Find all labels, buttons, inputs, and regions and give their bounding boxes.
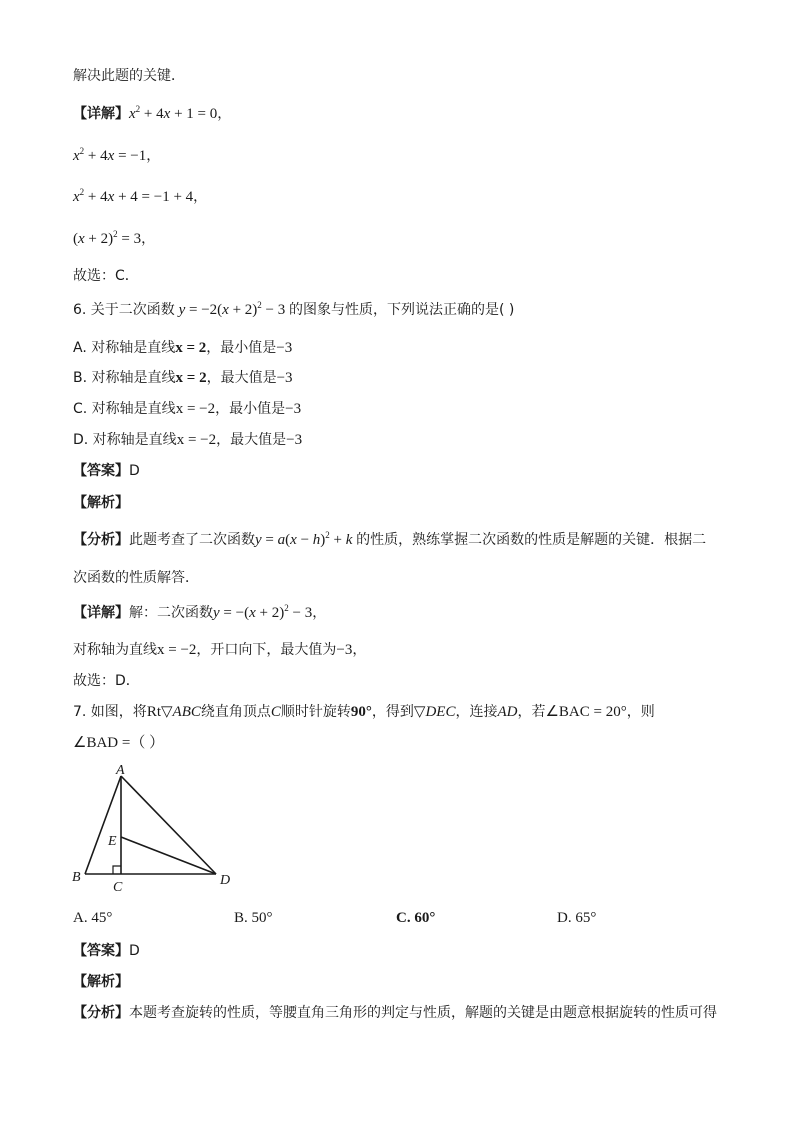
geometry-figure [70, 760, 240, 895]
value: −3 [285, 401, 302, 417]
analysis-line [73, 493, 129, 513]
equation: $y = -2(x + 2)^2 - 3$ [178, 300, 290, 318]
equation: $(x + 2)^2 = 3$ [73, 229, 142, 247]
option-text: D. 65° [557, 910, 597, 926]
answer-value: D [129, 943, 140, 959]
math-text: ∠BAD =（ ） [73, 735, 165, 751]
text: 解：二次函数 [129, 605, 213, 621]
equation: x = 2 [175, 340, 207, 356]
question-text: 的图象与性质，下列说法正确的是( ) [289, 302, 515, 318]
question-text: ，得到 [371, 704, 414, 720]
option-c [73, 399, 301, 419]
option-text: D. 对称轴是直线 [73, 432, 177, 448]
punct: ， [141, 231, 156, 247]
label-c: C [113, 880, 123, 895]
math-text: 90° [350, 704, 372, 720]
label-a: A [116, 763, 125, 778]
answer-tag: 【答案】 [73, 943, 129, 959]
segment-ed [121, 837, 216, 874]
text: 的性质，熟练掌握二次函数的性质是解题的关键．根据二 [356, 532, 707, 548]
value: −3 [336, 642, 353, 658]
segment-ad [121, 776, 216, 874]
triangle-symbol: ▽ [161, 704, 173, 720]
option-text: ，最小值是 [206, 340, 277, 356]
detail-tag: 【详解】 [73, 605, 129, 621]
text: 本题考查旋转的性质，等腰直角三角形的判定与性质，解题的关键是由题意根据旋转的性质可得 [129, 1005, 717, 1021]
equation: $x^2 + 4x = -1$ [73, 146, 147, 164]
analysis-tag: 【解析】 [73, 974, 129, 990]
answer-line [73, 461, 140, 481]
question-text: 6. 关于二次函数 [73, 302, 175, 318]
option-d [73, 430, 302, 450]
answer-value: D [129, 463, 140, 479]
text: 次函数的性质解答． [73, 570, 199, 586]
answer-line [73, 941, 140, 961]
right-angle-mark [113, 866, 121, 874]
equation: x = −2 [175, 401, 216, 417]
question-text: ，连接 [455, 704, 498, 720]
option-text: ，最大值是 [216, 432, 287, 448]
math-text: ABC [172, 704, 201, 720]
option-text: A. 45° [73, 910, 113, 926]
equation-line [73, 104, 231, 124]
equation-line [73, 146, 160, 166]
analysis-line [73, 972, 129, 992]
equation: x = −2 [157, 642, 197, 658]
text-line [73, 66, 185, 86]
analysis-tag: 【解析】 [73, 495, 129, 511]
question-text: 绕直角顶点 [200, 704, 271, 720]
math-text: C [270, 704, 281, 720]
math-text: ∠BAC = 20° [545, 704, 627, 720]
question-text: ，则 [626, 704, 655, 720]
detail-tag: 【详解】 [73, 106, 129, 122]
option-text: B. 对称轴是直线 [73, 370, 176, 386]
text: 对称轴为直线 [73, 642, 157, 658]
text: ，开口向下，最大值为 [196, 642, 337, 658]
option-text: C. 60° [396, 910, 436, 926]
question-text: 顺时针旋转 [280, 704, 351, 720]
option-a [73, 338, 292, 358]
question-text: 7. 如图，将 [73, 704, 147, 720]
option-text: ，最小值是 [215, 401, 286, 417]
option-text: C. 对称轴是直线 [73, 401, 176, 417]
math-text: Rt [146, 704, 161, 720]
value: −3 [286, 432, 303, 448]
equation-line [73, 187, 207, 207]
fenxi-line [73, 530, 706, 550]
math-text: AD [497, 704, 518, 720]
equation: $y = -(x + 2)^2 - 3$ [213, 603, 313, 621]
punct: ， [146, 148, 161, 164]
label-b: B [72, 870, 81, 885]
equation: $x^2 + 4x + 1 = 0$ [129, 104, 218, 122]
text: 解决此题的关键． [73, 68, 185, 84]
text-line [73, 568, 199, 588]
detail-line [73, 603, 326, 623]
equation: $x^2 + 4x + 4 = -1 + 4$ [73, 187, 194, 205]
option-b [73, 368, 293, 388]
option-text: A. 对称轴是直线 [73, 340, 176, 356]
option-c [396, 910, 435, 927]
equation: x = 2 [175, 370, 207, 386]
punct: ， [352, 642, 367, 658]
math-text: DEC [425, 704, 456, 720]
equation: x = −2 [176, 432, 217, 448]
punct: ， [193, 189, 208, 205]
question-7-line2 [73, 733, 164, 753]
label-e: E [108, 834, 117, 849]
value: −3 [276, 370, 293, 386]
fenxi-line [73, 1003, 717, 1023]
text-line [73, 671, 140, 691]
equation-line [73, 229, 155, 249]
segment-ab [85, 776, 121, 874]
value: −3 [276, 340, 293, 356]
question-7 [73, 702, 655, 722]
text-line [73, 266, 139, 286]
question-text: ，若 [517, 704, 546, 720]
question-6 [73, 300, 514, 320]
equation: $y = a(x - h)^2 + k$ [255, 530, 353, 548]
option-text: B. 50° [234, 910, 273, 926]
fenxi-tag: 【分析】 [73, 532, 129, 548]
text: 故选：D． [73, 673, 140, 689]
text: 此题考查了二次函数 [129, 532, 255, 548]
option-a [73, 910, 112, 927]
fenxi-tag: 【分析】 [73, 1005, 129, 1021]
answer-tag: 【答案】 [73, 463, 129, 479]
option-d [557, 910, 596, 927]
label-d: D [220, 873, 231, 888]
option-b [234, 910, 273, 927]
punct: ， [217, 106, 232, 122]
text: 故选：C． [73, 268, 139, 284]
punct: ， [312, 605, 327, 621]
triangle-symbol: ▽ [413, 704, 426, 720]
text-line [73, 640, 366, 660]
option-text: ，最大值是 [206, 370, 277, 386]
